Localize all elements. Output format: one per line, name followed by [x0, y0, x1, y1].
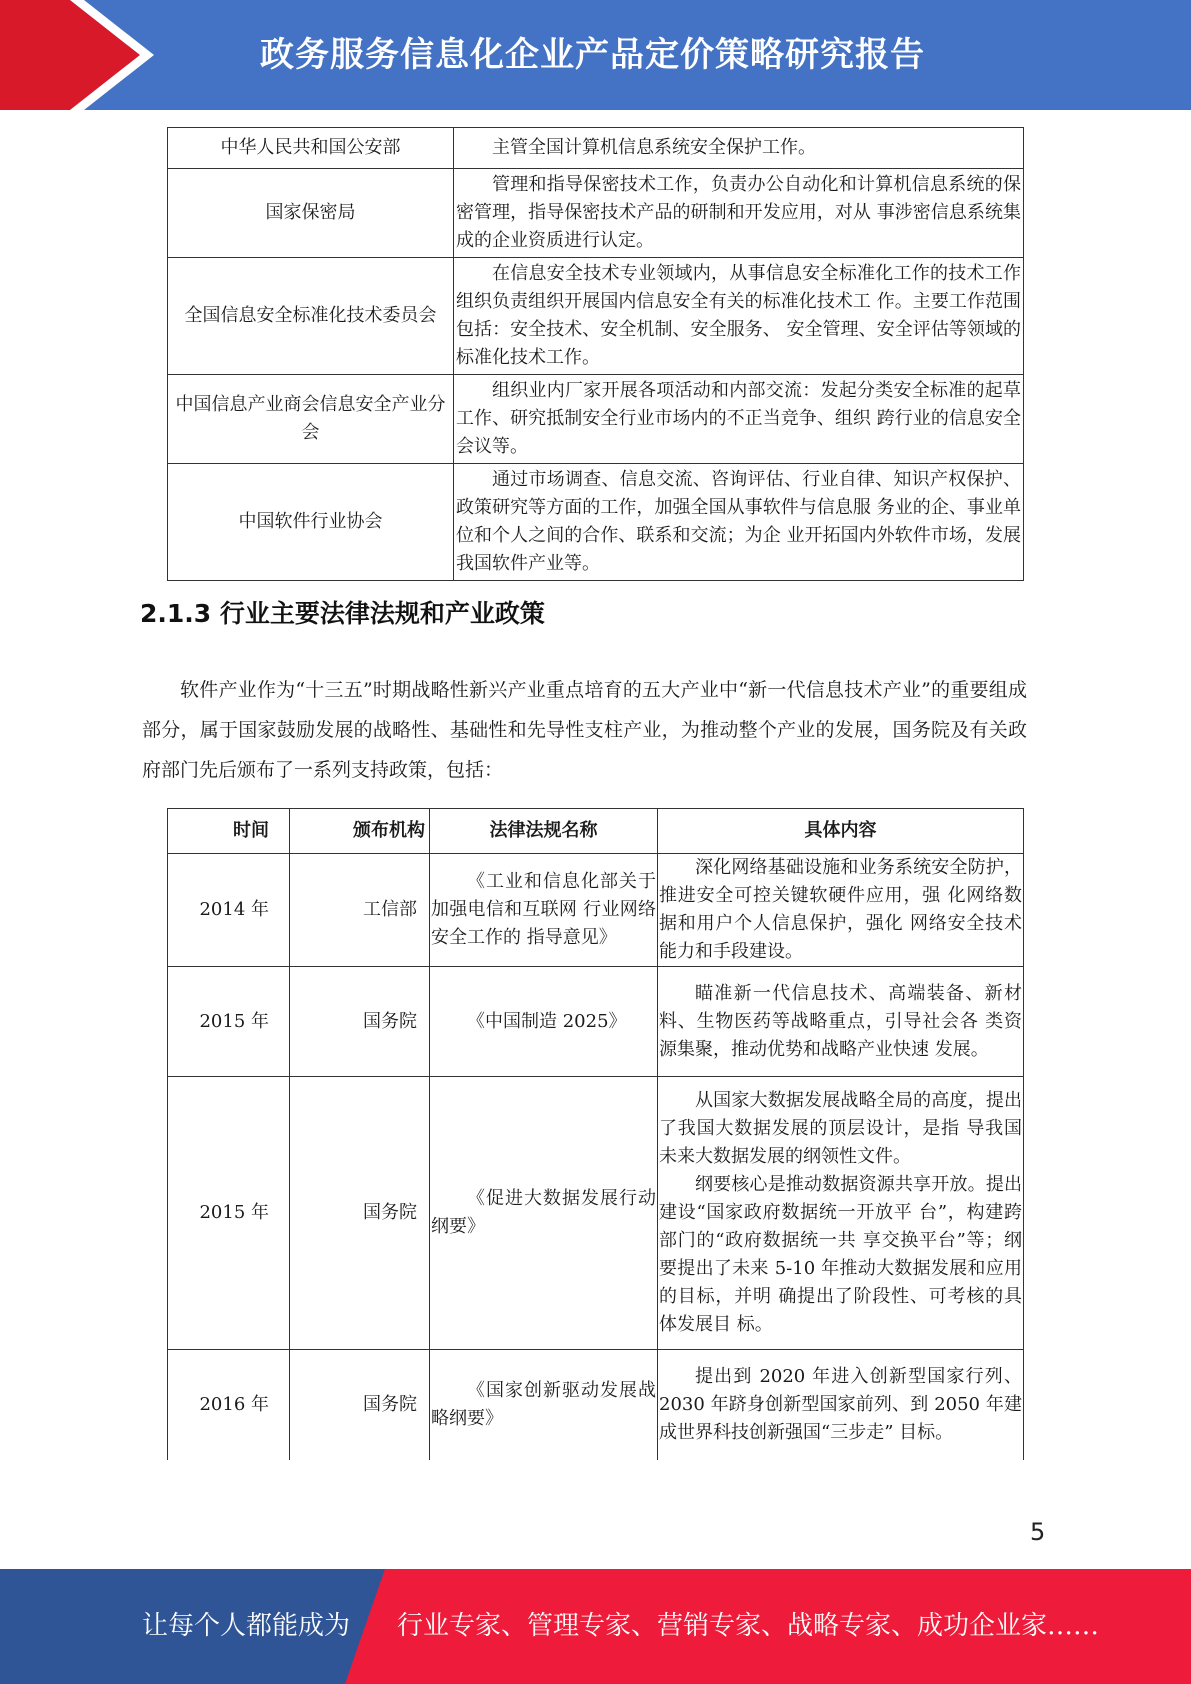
header-chevron-logo: [0, 0, 170, 110]
law-name-cell: 《工业和信息化部关于加强电信和互联网 行业网络安全工作的 指导意见》: [430, 854, 658, 967]
org-name-cell: 中国信息产业商会信息安全产业分会: [168, 375, 454, 464]
org-name-cell: 国家保密局: [168, 169, 454, 258]
table-row: [168, 464, 1024, 581]
org-cell: 国务院: [290, 967, 430, 1077]
table-row: [168, 967, 1024, 1077]
law-name-cell: 《促进大数据发展行动纲要》: [430, 1077, 658, 1350]
content-paragraph: 纲要核心是推动数据资源共享开放。提出建设“国家政府数据统一开放平 台”，构建跨部门的“政府数据统一共 享交换平台”等；纲要提出了未来 5-10 年推动大数据发展和应用的目标，并明 确提出了阶段性、可考核的具体发展目 标。: [659, 1174, 1022, 1335]
org-duty-cell: 管理和指导保密技术工作，负责办公自动化和计算机信息系统的保密管理，指导保密技术产品的研制和开发应用，对从 事涉密信息系统集成的企业资质进行认定。: [454, 169, 1024, 258]
section-heading: 2.1.3 行业主要法律法规和产业政策: [140, 599, 545, 628]
org-name-cell: 中国软件行业协会: [168, 464, 454, 581]
content-cell: [658, 1077, 1024, 1350]
org-name-cell: 全国信息安全标准化技术委员会: [168, 258, 454, 375]
page-header: [0, 0, 1191, 110]
header-law-name: 法律法规名称: [430, 809, 658, 854]
law-name-cell: 《中国制造 2025》: [430, 967, 658, 1077]
content-cell: [658, 854, 1024, 967]
table-row: [168, 375, 1024, 464]
content-paragraph: 深化网络基础设施和业务系统安全防护，推进安全可控关键软硬件应用，强 化网络数据和用户个人信息保护，强化 网络安全技术能力和手段建设。: [659, 857, 1022, 962]
organization-table: [167, 127, 1024, 581]
header-time: 时间: [168, 809, 290, 854]
org-cell: 国务院: [290, 1350, 430, 1460]
page-footer: [0, 1569, 1191, 1684]
org-duty-cell: 主管全国计算机信息系统安全保护工作。: [454, 128, 1024, 169]
content-paragraph: 瞄准新一代信息技术、高端装备、新材料、生物医药等战略重点，引导社会各 类资源集聚，推动优势和战略产业快速 发展。: [659, 982, 1022, 1060]
footer-slogan-left: 让每个人都能成为: [142, 1611, 351, 1641]
time-cell: 2014 年: [168, 854, 290, 967]
table-row: [168, 128, 1024, 169]
org-cell: 工信部: [290, 854, 430, 967]
org-cell: 国务院: [290, 1077, 430, 1350]
table-row: [168, 1077, 1024, 1350]
law-name-cell: 《国家创新驱动发展战略纲要》: [430, 1350, 658, 1460]
time-cell: 2015 年: [168, 1077, 290, 1350]
footer-slogan-right: 行业专家、管理专家、营销专家、战略专家、成功企业家……: [397, 1611, 1100, 1641]
table-row: [168, 169, 1024, 258]
table-row: [168, 1350, 1024, 1460]
org-duty-cell: 组织业内厂家开展各项活动和内部交流：发起分类安全标准的起草工作、研究抵制安全行业市场内的不正当竞争、组织 跨行业的信息安全会议等。: [454, 375, 1024, 464]
time-cell: 2015 年: [168, 967, 290, 1077]
content-paragraph: 提出到 2020 年进入创新型国家行列、2030 年跻身创新型国家前列、到 2050 年建成世界科技创新强国“三步走” 目标。: [659, 1365, 1022, 1443]
intro-paragraph: 软件产业作为“十三五”时期战略性新兴产业重点培育的五大产业中“新一代信息技术产业”的重要组成部分，属于国家鼓励发展的战略性、基础性和先导性支柱产业，为推动整个产业的发展，国务院及有关政府部门先后颁布了一系列支持政策，包括：: [142, 679, 1027, 781]
page-number: 5: [1030, 1518, 1046, 1546]
header-content: 具体内容: [658, 809, 1024, 854]
org-duty-cell: 在信息安全技术专业领域内，从事信息安全标准化工作的技术工作组织负责组织开展国内信息安全有关的标准化技术工 作。主要工作范围包括：安全技术、安全机制、安全服务、 安全管理、安全评估等领域的标准化技术工作。: [454, 258, 1024, 375]
header-org: 颁布机构: [290, 809, 430, 854]
org-duty-cell: 通过市场调查、信息交流、咨询评估、行业自律、知识产权保护、政策研究等方面的工作，加强全国从事软件与信息服 务业的企、事业单位和个人之间的合作、联系和交流；为企 业开拓国内外软件市场，发展我国软件产业等。: [454, 464, 1024, 581]
table-header-row: [168, 809, 1024, 854]
org-name-cell: 中华人民共和国公安部: [168, 128, 454, 169]
table-row: [168, 854, 1024, 967]
table-row: [168, 258, 1024, 375]
report-title: 政务服务信息化企业产品定价策略研究报告: [260, 35, 925, 75]
content-paragraph: 从国家大数据发展战略全局的高度，提出了我国大数据发展的顶层设计，是指 导我国未来大数据发展的纲领性文件。: [659, 1090, 1022, 1167]
content-cell: [658, 1350, 1024, 1460]
policy-table: [167, 808, 1024, 1460]
content-cell: [658, 967, 1024, 1077]
time-cell: 2016 年: [168, 1350, 290, 1460]
